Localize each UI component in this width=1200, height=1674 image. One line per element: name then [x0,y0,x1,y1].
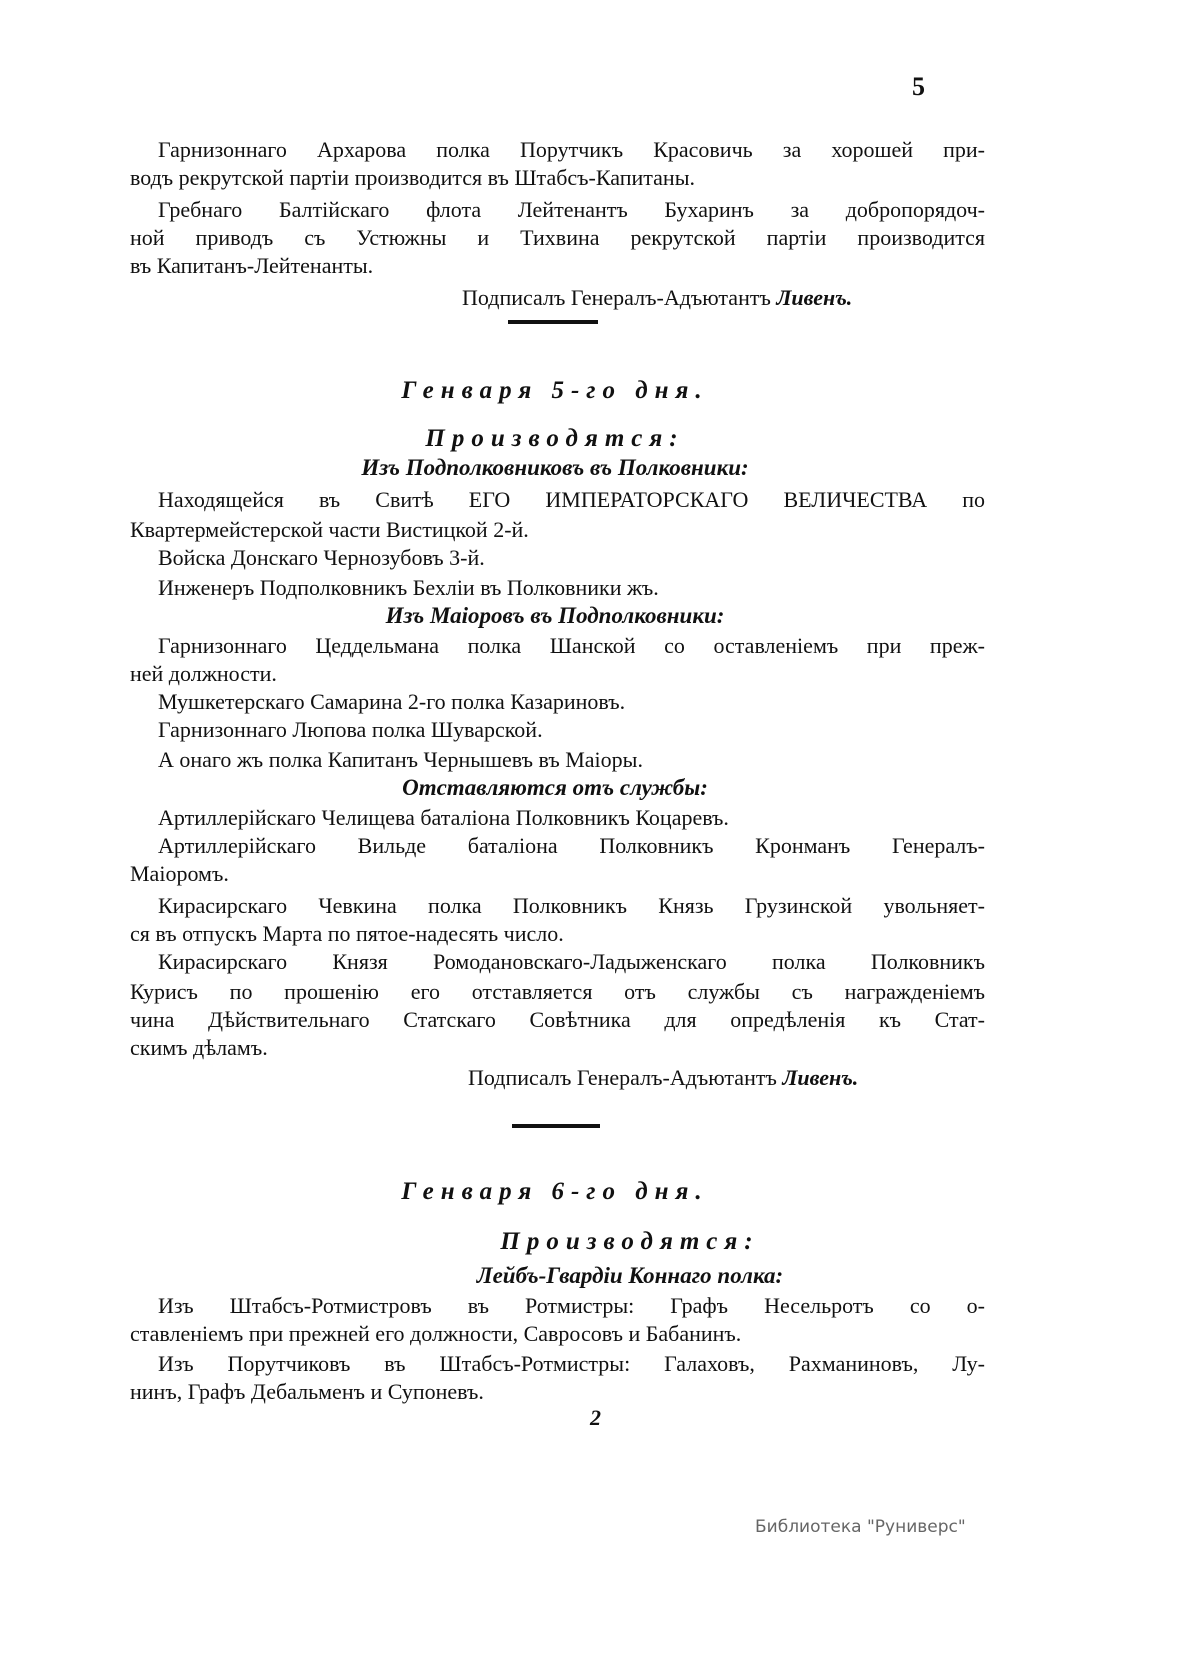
text-line: Инженеръ Подполковникъ Бехліи въ Полковники жъ. [158,575,659,600]
text-line: ней должности. [130,661,277,686]
text-line: скимъ дѣламъ. [130,1035,268,1060]
section-date: Генваря 5-го дня. [401,377,709,404]
text-line: водъ рекрутской партіи производится въ Штабсъ-Капитаны. [130,165,695,190]
divider-rule [508,320,598,324]
text-line: чина Дѣйствительнаго Статскаго Совѣтника для опредѣленія къ Стат- [130,1007,985,1032]
text-line: Артиллерійскаго Челищева баталіона Полковникъ Коцаревъ. [158,805,729,830]
signature-prefix: Подписалъ Генералъ-Адъютантъ [462,285,771,310]
signature-name: Ливенъ. [782,1065,859,1090]
text-line: ся въ отпускъ Марта по пятое-надесять число. [130,921,564,946]
signature-prefix: Подписалъ Генералъ-Адъютантъ [468,1065,777,1090]
subheading: Лейбъ-Гвардіи Коннаго полка: [476,1263,784,1288]
text-line: Изъ Штабсъ-Ротмистровъ въ Ротмистры: Графъ Несельротъ со о- [158,1293,985,1318]
signature-2 [468,1065,858,1091]
subheading: Изъ Маіоровъ въ Подполковники: [385,603,725,628]
text-line: нинъ, Графъ Дебальменъ и Супоневъ. [130,1379,484,1404]
watermark: Библиотека "Руниверс" [755,1517,966,1537]
section-heading: Производятся: [425,425,685,452]
text-line: Находящейся въ Свитѣ ЕГО ИМПЕРАТОРСКАГО ВЕЛИЧЕСТВА по [158,487,985,512]
subheading: Отставляются отъ службы: [402,775,708,800]
text-line: Гребнаго Балтійскаго флота Лейтенантъ Бухаринъ за добропорядоч- [158,197,985,222]
text-line: ной приводъ съ Устюжны и Тихвина рекрутской партіи производится [130,225,985,250]
text-line: Артиллерійскаго Вильде баталіона Полковникъ Кронманъ Генералъ- [158,833,985,858]
text-line: Изъ Порутчиковъ въ Штабсъ-Ротмистры: Галаховъ, Рахманиновъ, Лу- [158,1351,985,1376]
text-line: Гарнизоннаго Люпова полка Шуварской. [158,717,543,742]
text-line: Гарнизоннаго Архарова полка Порутчикъ Красовичь за хорошей при- [158,137,985,162]
page-number: 5 [912,72,925,101]
text-line: Квартермейстерской части Вистицкой 2-й. [130,517,529,542]
text-line: ставленіемъ при прежней его должности, Савросовъ и Бабанинъ. [130,1321,742,1346]
signature-mark: 2 [590,1405,601,1430]
subheading: Изъ Подполковниковъ въ Полковники: [361,455,749,480]
divider-rule [512,1124,600,1128]
text-line: Кирасирскаго Князя Ромодановскаго-Ладыженскаго полка Полковникъ [158,949,985,974]
section-date: Генваря 6-го дня. [401,1178,709,1205]
text-line: Маіоромъ. [130,861,229,886]
text-line: Курисъ по прошенію его отставляется отъ службы съ награжденіемъ [130,979,985,1004]
text-line: Войска Донскаго Чернозубовъ 3-й. [158,545,485,570]
text-line: Мушкетерскаго Самарина 2-го полка Казариновъ. [158,689,626,714]
text-line: Кирасирскаго Чевкина полка Полковникъ Князь Грузинской увольняет- [158,893,985,918]
text-line: А онаго жъ полка Капитанъ Чернышевъ въ Маіоры. [158,747,643,772]
signature-1 [462,285,852,311]
section-heading: Производятся: [500,1228,760,1255]
text-line: Гарнизоннаго Цеддельмана полка Шанской со оставленіемъ при преж- [158,633,985,658]
text-line: въ Капитанъ-Лейтенанты. [130,253,374,278]
signature-name: Ливенъ. [776,285,853,310]
